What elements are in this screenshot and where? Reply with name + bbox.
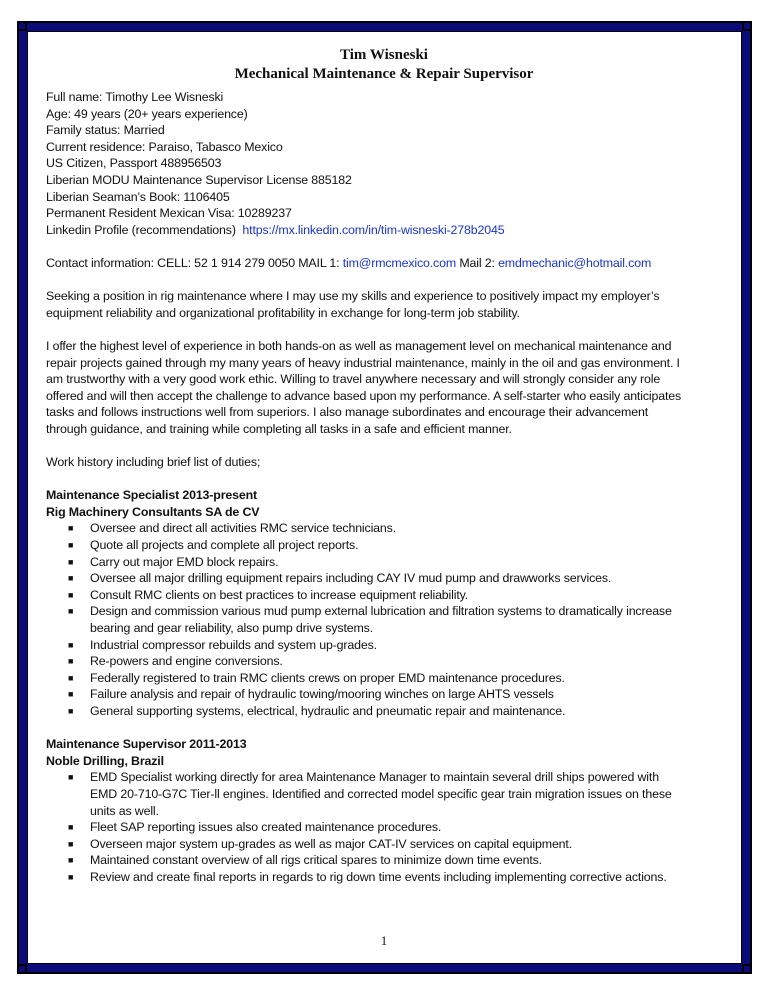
duty-text: Oversee and direct all activities RMC service technicians. bbox=[90, 521, 397, 536]
duty-list-item bbox=[46, 570, 746, 587]
work-history-intro: Work history including brief list of duties; bbox=[46, 455, 261, 470]
duty-text: units as well. bbox=[90, 803, 159, 818]
text-line: Seeking a position in rig maintenance where I may use my skills and experience to positively impact my employer’s bbox=[46, 289, 660, 304]
mail2-link[interactable]: emdmechanic@hotmail.com bbox=[498, 255, 652, 270]
contact-text: Contact information: CELL: 52 1 914 279 0050 MAIL 1: bbox=[46, 255, 343, 270]
work-history bbox=[46, 487, 746, 885]
bullet-icon: ■ bbox=[68, 540, 74, 551]
duty-list-item bbox=[46, 670, 746, 687]
duty-list-item bbox=[46, 537, 746, 554]
duty-text: Fleet SAP reporting issues also created maintenance procedures. bbox=[90, 820, 442, 835]
personal-info-line: Permanent Resident Mexican Visa: 10289237 bbox=[46, 206, 292, 221]
duty-text: Failure analysis and repair of hydraulic towing/mooring winches on large AHTS vessels bbox=[90, 687, 554, 702]
bullet-icon: ■ bbox=[68, 689, 74, 700]
contact-line bbox=[46, 255, 746, 272]
duty-list-item bbox=[46, 603, 746, 636]
duty-text: General supporting systems, electrical, hydraulic and pneumatic repair and maintenance. bbox=[90, 703, 566, 718]
duty-list-item bbox=[46, 686, 746, 703]
duty-list-item bbox=[46, 769, 746, 819]
duty-list-item bbox=[46, 637, 746, 654]
text-line: offered and will then accept the challenge to advance based upon my performance. A self-starter who easily anticipates bbox=[46, 388, 682, 403]
summary-paragraph bbox=[46, 338, 746, 438]
bullet-icon: ■ bbox=[68, 589, 74, 600]
duty-list-item bbox=[46, 653, 746, 670]
linkedin-link[interactable]: https://mx.linkedin.com/in/tim-wisneski-278b2045 bbox=[242, 222, 505, 237]
job-title: Maintenance Supervisor 2011-2013 bbox=[46, 737, 247, 752]
personal-info bbox=[46, 89, 746, 222]
duty-text: Quote all projects and complete all project reports. bbox=[90, 538, 359, 553]
text-line: am trustworthy with a very good work ethic. Willing to travel anywhere necessary and will strongly consider any role bbox=[46, 372, 661, 387]
text-line: tasks and follows instructions well from superiors. I also manage subordinates and encourage their advancement bbox=[46, 405, 648, 420]
duty-text: Design and commission various mud pump external lubrication and filtration systems to dramatically increase bbox=[90, 604, 672, 619]
duty-list-item bbox=[46, 869, 746, 886]
mail1-link[interactable]: tim@rmcmexico.com bbox=[342, 255, 457, 270]
duty-text: Consult RMC clients on best practices to increase equipment reliability. bbox=[90, 587, 469, 602]
duty-text: Oversee all major drilling equipment repairs including CAY IV mud pump and drawworks services. bbox=[90, 571, 612, 586]
resume-title: Mechanical Maintenance & Repair Supervisor bbox=[234, 66, 534, 82]
personal-info-line: Liberian MODU Maintenance Supervisor License 885182 bbox=[46, 172, 352, 187]
border-corner-ornament bbox=[742, 21, 752, 31]
duty-text: Federally registered to train RMC clients crews on proper EMD maintenance procedures. bbox=[90, 670, 565, 685]
text-line: through guidance, and training while completing all tasks in a safe and efficient manner. bbox=[46, 421, 512, 436]
bullet-icon: ■ bbox=[68, 855, 74, 866]
duty-list-item bbox=[46, 703, 746, 720]
personal-info-line: Family status: Married bbox=[46, 123, 165, 138]
bullet-icon: ■ bbox=[68, 822, 74, 833]
text-line: I offer the highest level of experience in both hands-on as well as management level on mechanical maintenance and bbox=[46, 338, 672, 353]
personal-info-line: US Citizen, Passport 488956503 bbox=[46, 156, 222, 171]
objective-paragraph bbox=[46, 288, 746, 321]
duty-list-item bbox=[46, 852, 746, 869]
personal-info-line: Age: 49 years (20+ years experience) bbox=[46, 106, 248, 121]
bullet-icon: ■ bbox=[68, 656, 74, 667]
bullet-icon: ■ bbox=[68, 606, 74, 617]
text-line: repair projects gained through my many years of heavy industrial maintenance, mainly in the oil and gas environment. I bbox=[46, 355, 680, 370]
duty-text: Review and create final reports in regards to rig down time events including implementing corrective actions. bbox=[90, 869, 667, 884]
personal-info-line: Liberian Seaman’s Book: 1106405 bbox=[46, 189, 230, 204]
duty-text: Carry out major EMD block repairs. bbox=[90, 554, 279, 569]
duty-text: Re-powers and engine conversions. bbox=[90, 654, 283, 669]
bullet-icon: ■ bbox=[68, 705, 74, 716]
duty-list-item bbox=[46, 520, 746, 537]
duty-list-item bbox=[46, 587, 746, 604]
personal-info-line: Current residence: Paraiso, Tabasco Mexico bbox=[46, 139, 283, 154]
duty-text: EMD 20-710-G7C Tier-ll engines. Identified and corrected model specific gear train migration issues on these bbox=[90, 786, 672, 801]
border-corner-ornament bbox=[742, 964, 752, 974]
duty-text: Industrial compressor rebuilds and system up-grades. bbox=[90, 637, 377, 652]
job-company: Noble Drilling, Brazil bbox=[46, 753, 164, 768]
duty-text: Overseen major system up-grades as well as major CAT-IV services on capital equipment. bbox=[90, 836, 573, 851]
linkedin-line bbox=[46, 222, 746, 239]
personal-info-line: Full name: Timothy Lee Wisneski bbox=[46, 90, 224, 104]
linkedin-label: Linkedin Profile (recommendations) bbox=[46, 222, 236, 237]
border-corner-ornament bbox=[17, 21, 27, 31]
bullet-icon: ■ bbox=[68, 639, 74, 650]
duty-list-item bbox=[46, 554, 746, 571]
bullet-icon: ■ bbox=[68, 556, 74, 567]
duty-text: Maintained constant overview of all rigs critical spares to minimize down time events. bbox=[90, 853, 542, 868]
bullet-icon: ■ bbox=[68, 871, 74, 882]
duty-list-item bbox=[46, 836, 746, 853]
resume-name: Tim Wisneski bbox=[340, 47, 428, 63]
duty-list-item bbox=[46, 819, 746, 836]
job-company: Rig Machinery Consultants SA de CV bbox=[46, 504, 260, 519]
bullet-icon: ■ bbox=[68, 573, 74, 584]
duty-text: bearing and gear reliability, also pump drive systems. bbox=[90, 621, 373, 635]
bullet-icon: ■ bbox=[68, 838, 74, 849]
bullet-icon: ■ bbox=[68, 523, 74, 534]
contact-text: Mail 2: bbox=[456, 255, 499, 270]
border-corner-ornament bbox=[17, 964, 27, 974]
bullet-icon: ■ bbox=[68, 772, 74, 783]
duty-text: EMD Specialist working directly for area Maintenance Manager to maintain several drill ships powered with bbox=[90, 770, 659, 785]
resume-body bbox=[46, 89, 746, 886]
bullet-icon: ■ bbox=[68, 672, 74, 683]
text-line: equipment reliability and organizational profitability in exchange for long-term job stability. bbox=[46, 305, 520, 320]
page-number: 1 bbox=[380, 933, 388, 948]
job-title: Maintenance Specialist 2013-present bbox=[46, 488, 257, 503]
